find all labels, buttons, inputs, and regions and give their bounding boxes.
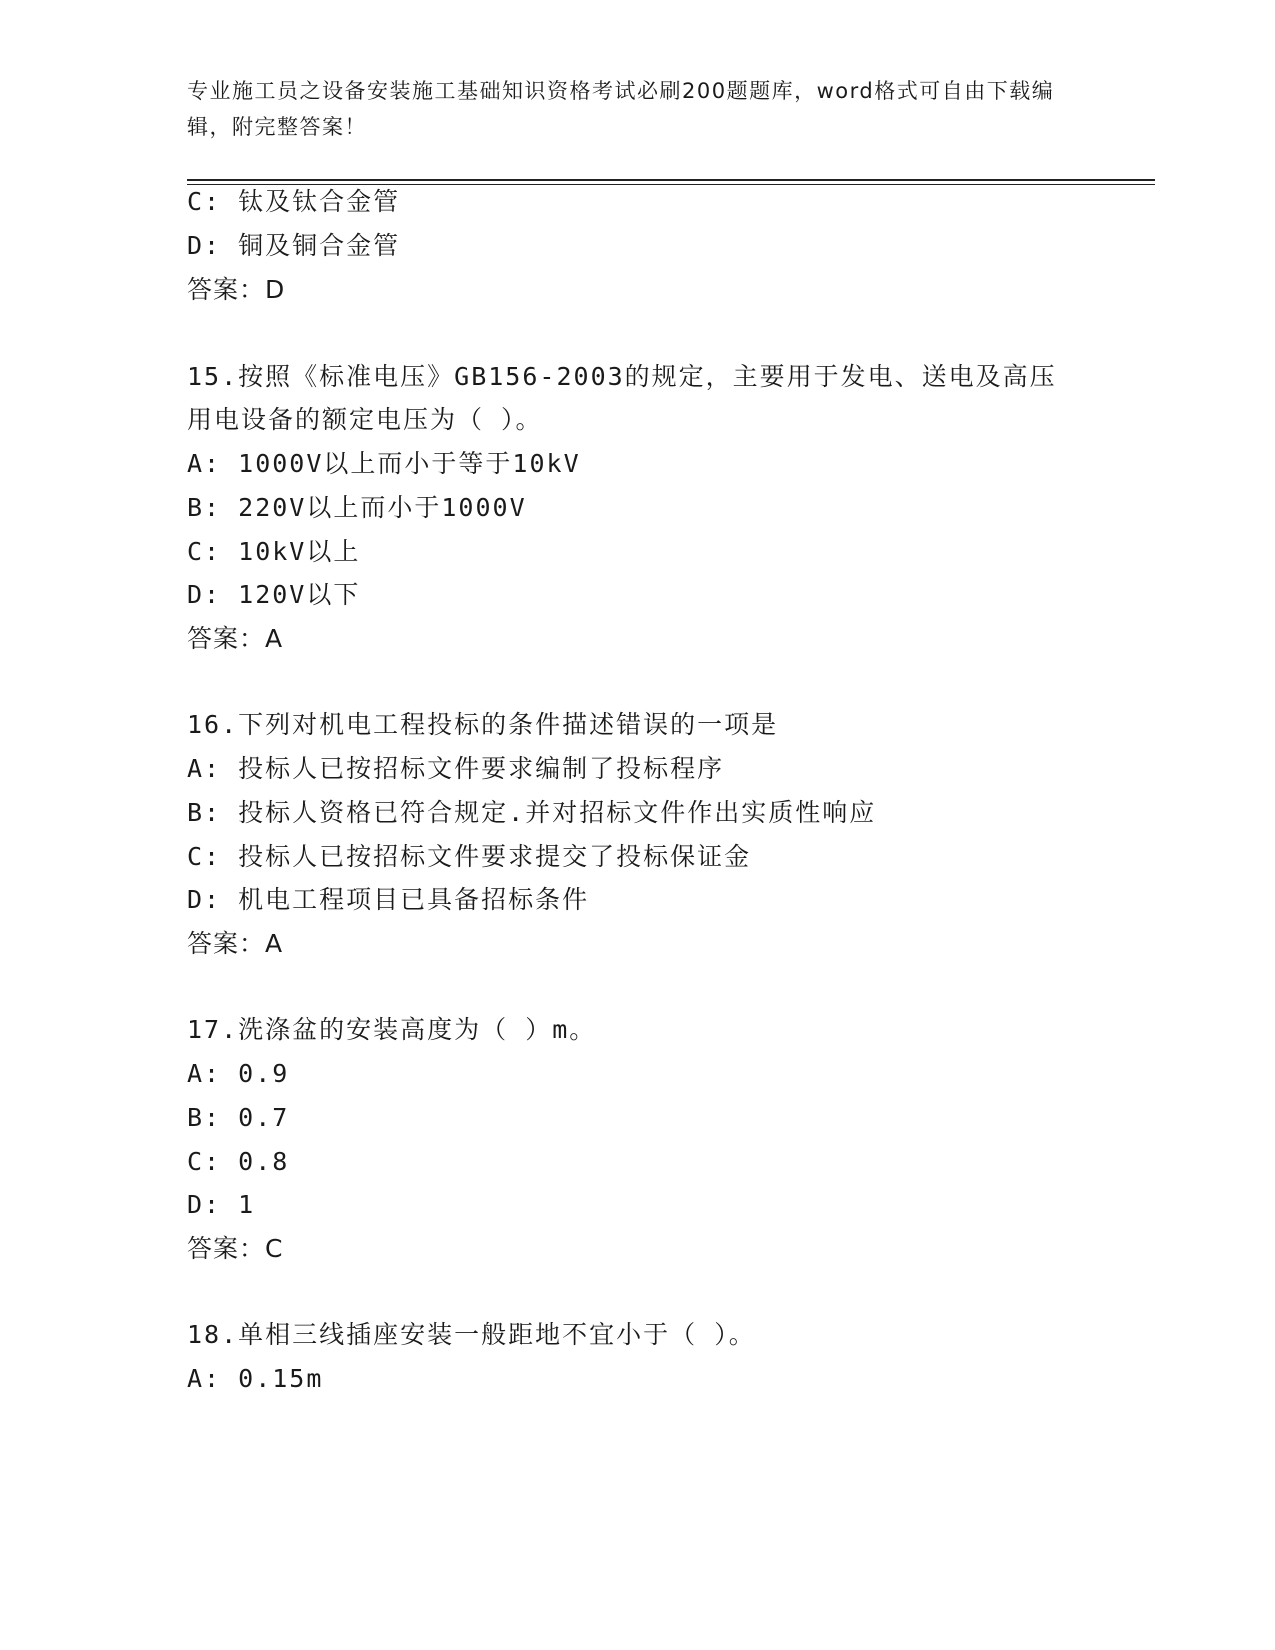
header-divider [187, 179, 1155, 185]
q15-option-a: A: 1000V以上而小于等于10kV [187, 449, 581, 478]
q17-option-c: C: 0.8 [187, 1147, 290, 1176]
q17-option-b: B: 0.7 [187, 1103, 290, 1132]
q16-option-b: B: 投标人资格已符合规定.并对招标文件作出实质性响应 [187, 798, 877, 827]
q15-question-line-2: 用电设备的额定电压为（ ）。 [187, 405, 543, 434]
q17-option-d: D: 1 [187, 1190, 256, 1219]
q14-option-d: D: 铜及铜合金管 [187, 231, 401, 260]
q14-option-c: C: 钛及钛合金管 [187, 187, 401, 216]
q17-answer: 答案：C [187, 1234, 284, 1263]
q16-option-c: C: 投标人已按招标文件要求提交了投标保证金 [187, 842, 752, 871]
q15-option-b: B: 220V以上而小于1000V [187, 493, 527, 522]
q16-option-d: D: 机电工程项目已具备招标条件 [187, 885, 590, 914]
q14-answer: 答案：D [187, 275, 286, 304]
q16-answer: 答案：A [187, 929, 284, 958]
q15-question-line-1: 15.按照《标准电压》GB156-2003的规定，主要用于发电、送电及高压 [187, 362, 1057, 391]
q17-option-a: A: 0.9 [187, 1059, 290, 1088]
q15-option-c: C: 10kV以上 [187, 537, 361, 566]
q15-answer: 答案：A [187, 624, 284, 653]
page-header-title: 专业施工员之设备安装施工基础知识资格考试必刷200题题库，word格式可自由下载编辑，附完整答案！ [187, 79, 1055, 139]
q17-question-line-1: 17.洗涤盆的安装高度为（ ）m。 [187, 1015, 597, 1044]
q18-option-a: A: 0.15m [187, 1364, 324, 1393]
q16-option-a: A: 投标人已按招标文件要求编制了投标程序 [187, 754, 725, 783]
q18-question-line-1: 18.单相三线插座安装一般距地不宜小于（ ）。 [187, 1320, 756, 1349]
q16-question-line-1: 16.下列对机电工程投标的条件描述错误的一项是 [187, 710, 779, 739]
q15-option-d: D: 120V以下 [187, 580, 361, 609]
